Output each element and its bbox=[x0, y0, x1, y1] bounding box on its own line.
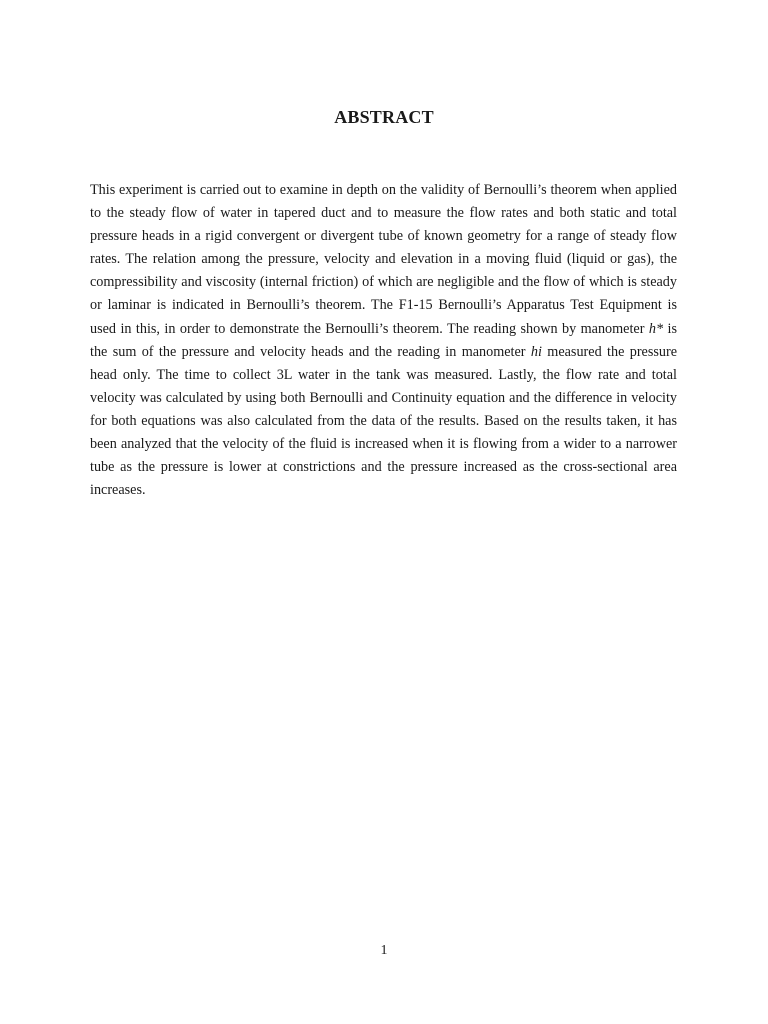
manometer-symbol-h-star: h* bbox=[648, 320, 664, 337]
abstract-heading: ABSTRACT bbox=[334, 107, 434, 128]
abstract-text-part-3: measured the pressure head only. The time to collect 3L water in the tank was measured. Lastly, the flow rate and total velocity was calculated by using both Bernoulli and Continuity equation and the difference in velocity for both equations was also calculated from the data of the results. Based on the results taken, it has been analyzed that the velocity of the fluid is increased when it is flowing from a wider to a narrower tube as the pressure is lower at constrictions and the pressure increased as the cross-sectional area increases. bbox=[90, 343, 678, 499]
abstract-paragraph bbox=[90, 179, 677, 502]
abstract-text-part-1: This experiment is carried out to examine in depth on the validity of Bernoulli’s theorem when applied to the steady flow of water in tapered duct and to measure the flow rates and both static and total pressure heads in a rigid convergent or divergent tube of known geometry for a range of steady flow rates. The relation among the pressure, velocity and elevation in a moving fluid (liquid or gas), the compressibility and viscosity (internal friction) of which are negligible and the flow of which is steady or laminar is indicated in Bernoulli’s theorem. The F1-15 Bernoulli’s Apparatus Test Equipment is used in this, in order to demonstrate the Bernoulli’s theorem. The reading shown by manometer bbox=[90, 182, 677, 337]
abstract-text-part-2: is the sum of the pressure and velocity heads and the reading in manometer bbox=[90, 320, 677, 360]
page-number: 1 bbox=[380, 943, 388, 958]
manometer-symbol-hi: hi bbox=[530, 343, 542, 360]
